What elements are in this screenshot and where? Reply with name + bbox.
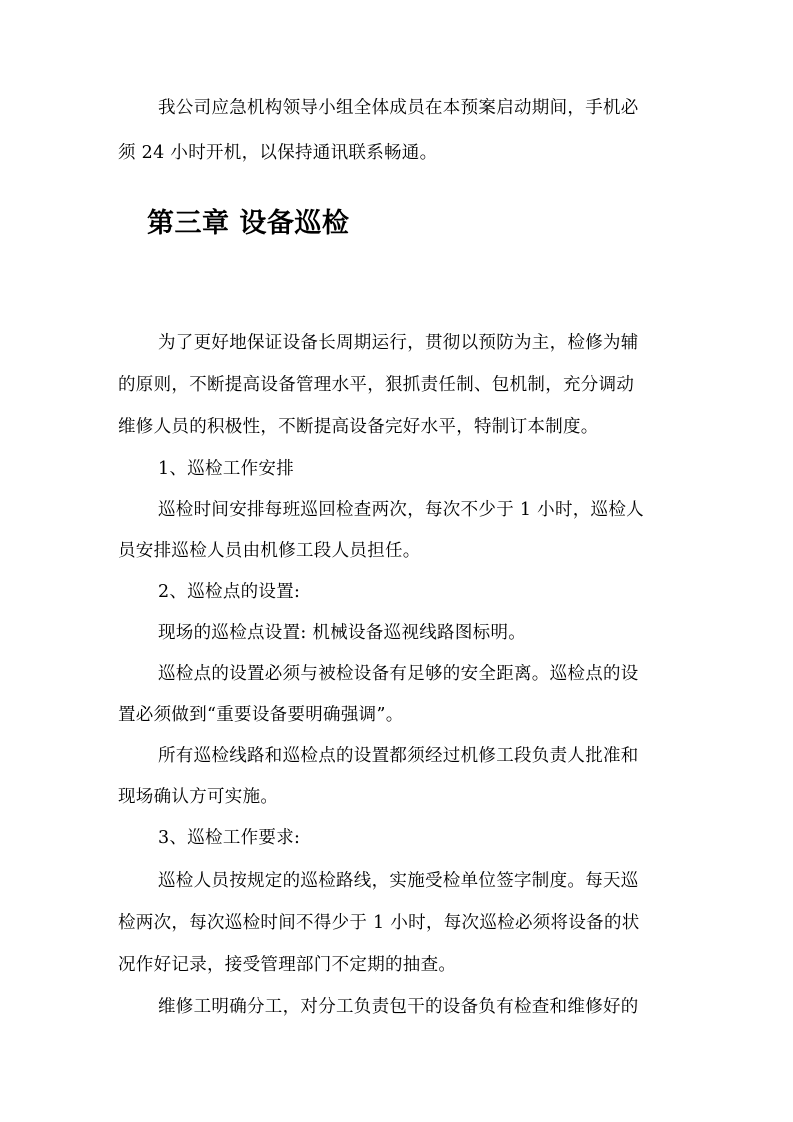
section-3-title: 3、巡检工作要求: <box>158 828 301 848</box>
section-3-para-2-line-1: 维修工明确分工，对分工负责包干的设备负有检查和维修好的 <box>158 997 639 1017</box>
section-3-para-1-line-2: 检两次，每次巡检时间不得少于 1 小时，每次巡检必须将设备的状 <box>118 913 640 933</box>
paragraph-1-line-1: 我公司应急机构领导小组全体成员在本预案启动期间，手机必 <box>158 98 639 118</box>
section-2-title: 2、巡检点的设置: <box>158 582 301 602</box>
chapter-title: 第三章 设备巡检 <box>147 208 350 239</box>
section-2-para-3-line-1: 所有巡检线路和巡检点的设置都须经过机修工段负责人批准和 <box>158 746 639 766</box>
section-1-line-1: 巡检时间安排每班巡回检查两次，每次不少于 1 小时，巡检人 <box>158 500 644 520</box>
section-1-line-2: 员安排巡检人员由机修工段人员担任。 <box>118 541 421 561</box>
paragraph-2-line-3: 维修人员的积极性，不断提高设备完好水平，特制订本制度。 <box>118 417 599 437</box>
section-2-para-3-line-2: 现场确认方可实施。 <box>118 787 279 807</box>
paragraph-1-line-2: 须 24 小时开机，以保持通讯联系畅通。 <box>118 143 438 163</box>
section-3-para-1-line-3: 况作好记录，接受管理部门不定期的抽查。 <box>118 955 457 975</box>
paragraph-2-line-2: 的原则，不断提高设备管理水平，狠抓责任制、包机制，充分调动 <box>118 375 635 395</box>
section-2-para-2-line-2: 置必须做到“重要设备要明确强调”。 <box>118 705 404 725</box>
section-3-para-1-line-1: 巡检人员按规定的巡检路线，实施受检单位签字制度。每天巡 <box>158 871 639 891</box>
section-1-title: 1、巡检工作安排 <box>158 459 295 479</box>
paragraph-2-line-1: 为了更好地保证设备长周期运行，贯彻以预防为主，检修为辅 <box>158 333 639 353</box>
section-2-para-2-line-1: 巡检点的设置必须与被检设备有足够的安全距离。巡检点的设 <box>158 664 639 684</box>
section-2-para-1: 现场的巡检点设置: 机械设备巡视线路图标明。 <box>158 623 527 643</box>
